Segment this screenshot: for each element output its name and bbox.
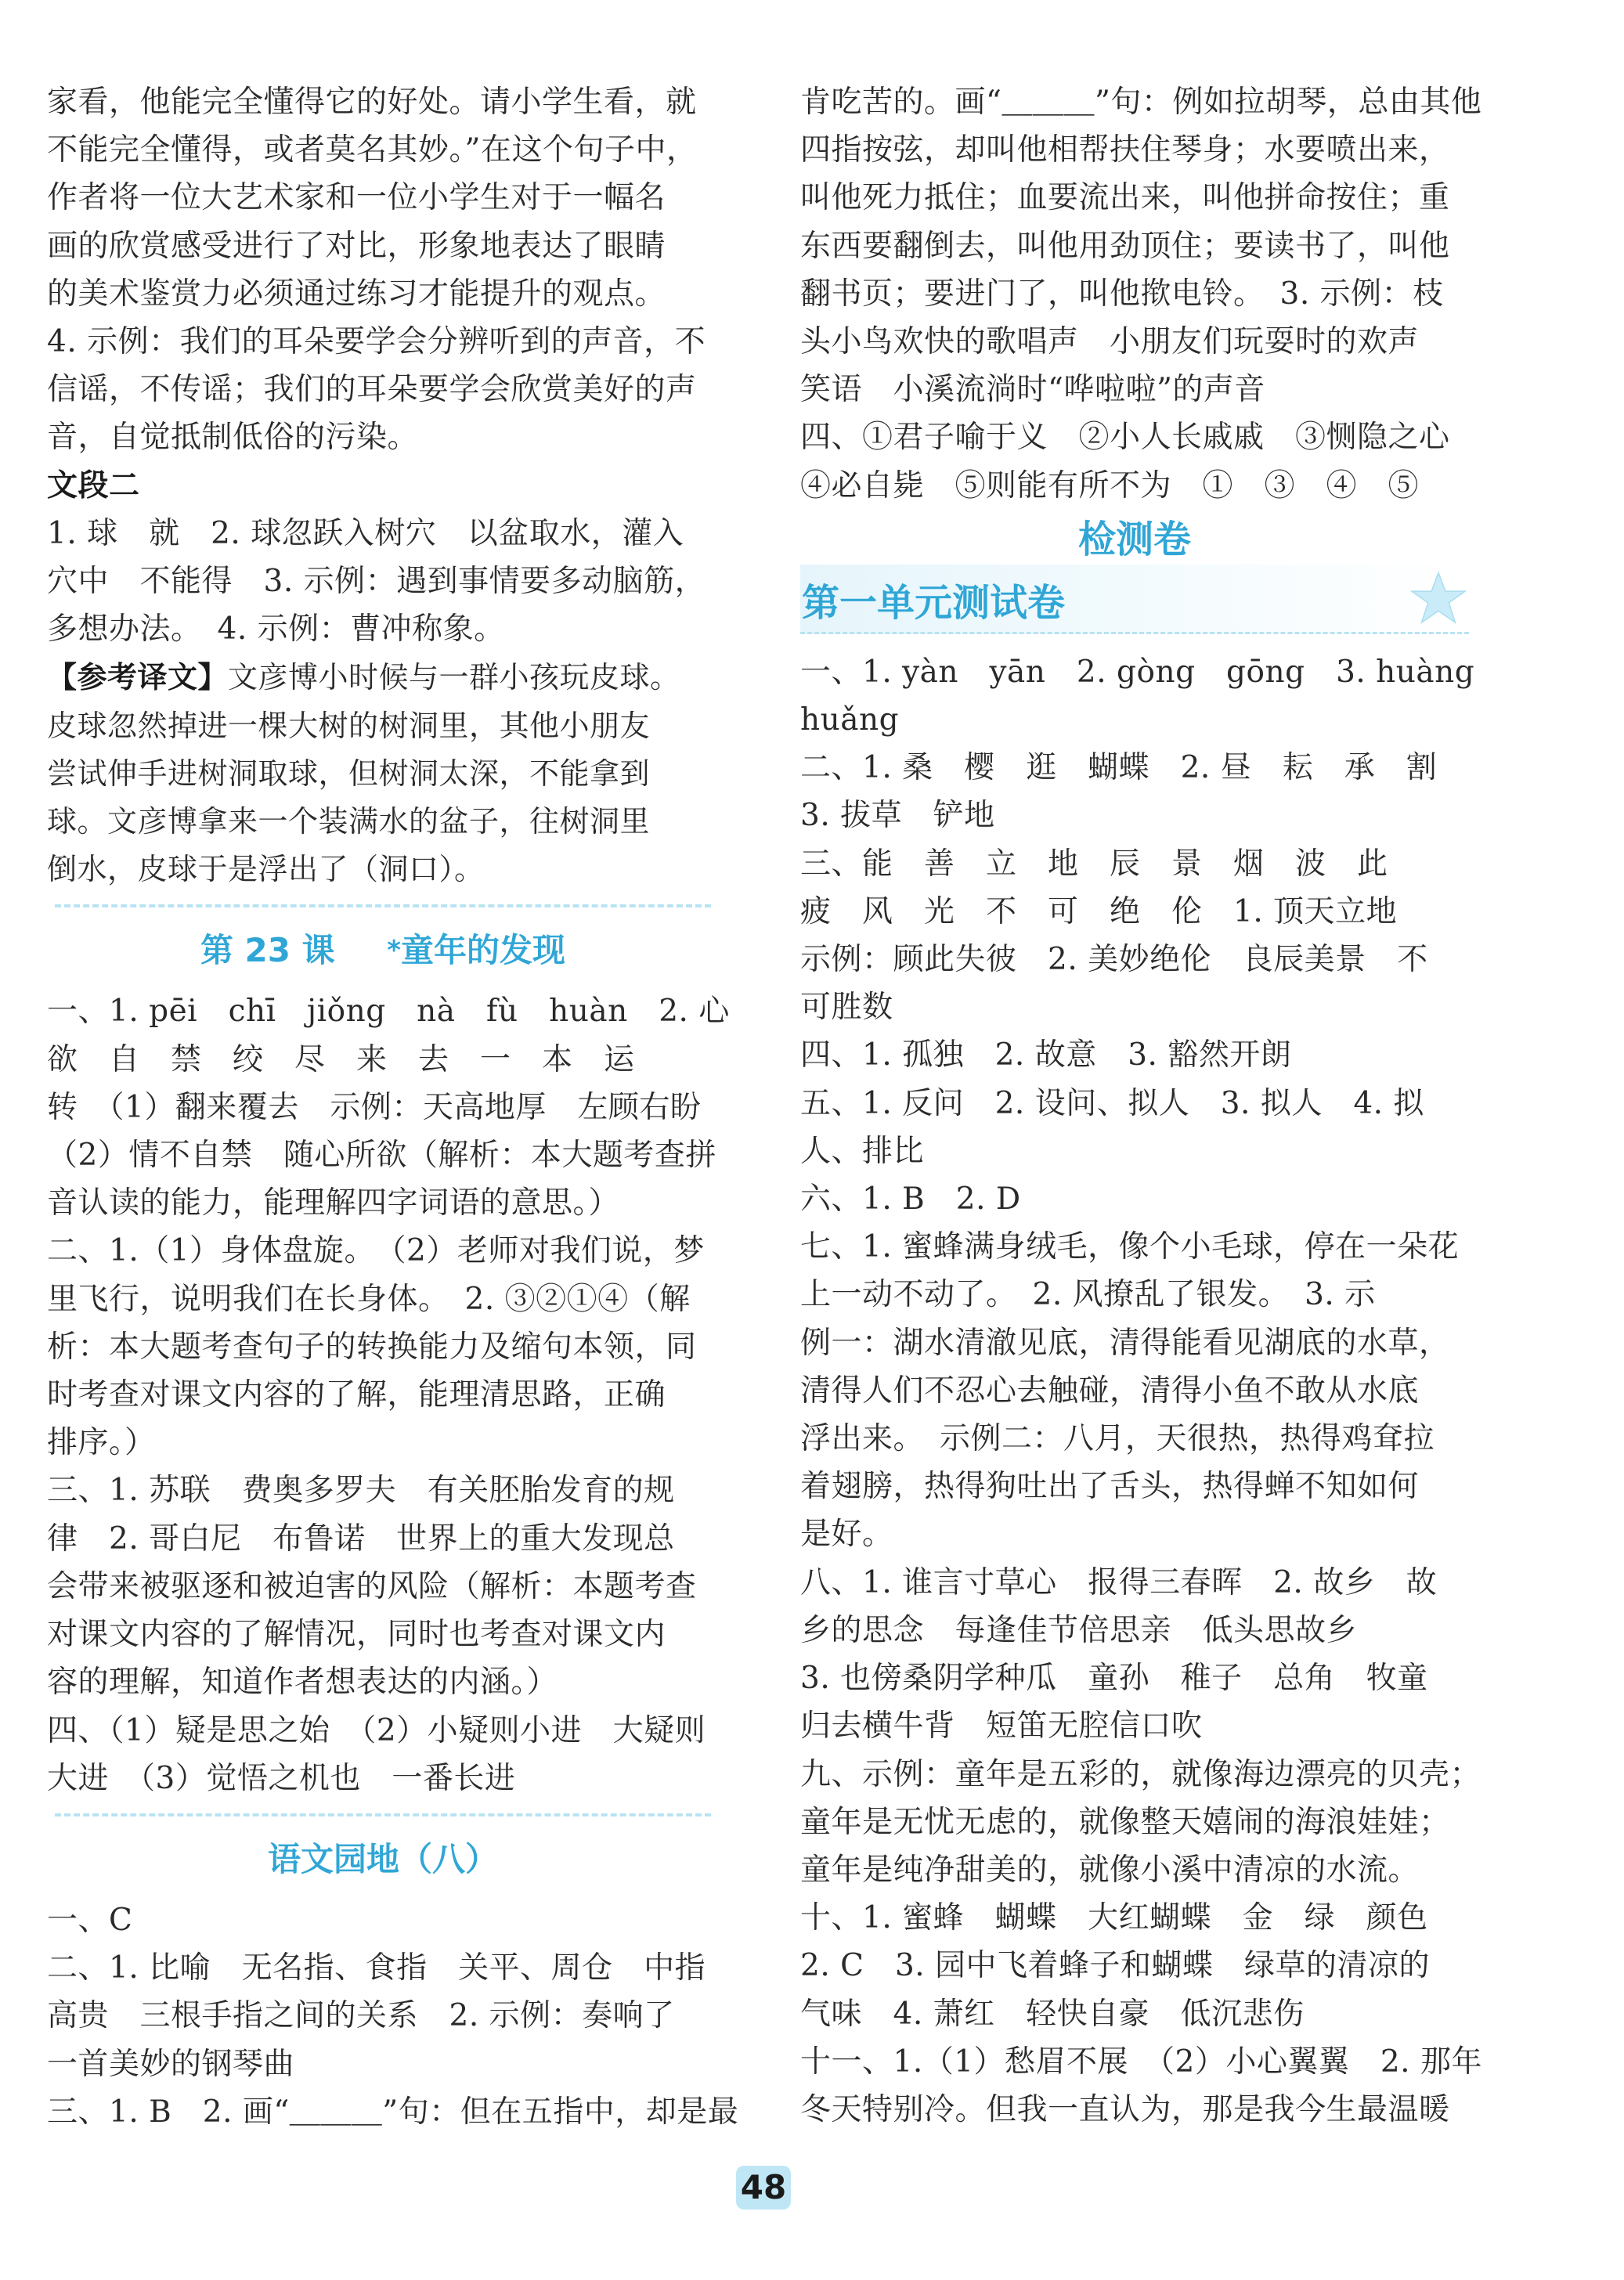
text-line: 着翅膀，热得狗吐出了舌头，热得蝉不知如何 — [800, 1469, 1420, 1505]
text-line: 四指按弦，却叫他相帮扶住琴身；水要喷出来， — [800, 132, 1450, 168]
passage-two-label: 文段二 — [47, 467, 140, 503]
answer-block-continued — [47, 78, 719, 462]
text-line: 笑语 小溪流淌时“哗啦啦”的声音 — [800, 372, 1265, 408]
text-line: 容的理解，知道作者想表达的内涵。） — [47, 1665, 558, 1701]
text-line: 一首美妙的钢琴曲 — [47, 2046, 295, 2082]
translation-line: 皮球忽然掉进一棵大树的树洞里，其他小朋友 — [47, 708, 651, 743]
text-line: 童年是纯净甜美的，就像小溪中清凉的水流。 — [800, 1852, 1420, 1888]
text-line: 析：本大题考查句子的转换能力及缩句本领，同 — [47, 1329, 697, 1365]
text-line: 七、1. 蜜蜂满身绒毛，像个小毛球，停在一朵花 — [800, 1229, 1460, 1265]
text-line: 八、1. 谁言寸草心 报得三春晖 2. 故乡 故 — [800, 1564, 1438, 1600]
text-line: 乡的思念 每逢佳节倍思亲 低头思故乡 — [800, 1612, 1358, 1648]
divider — [55, 1813, 711, 1816]
translation-line — [47, 653, 719, 702]
text-line: 十、1. 蜜蜂 蝴蝶 大红蝴蝶 金 绿 颜色 — [800, 1900, 1428, 1936]
lesson-23-name: 童年的发现 — [401, 931, 566, 970]
unit-one-test-title: 第一单元测试卷 — [802, 580, 1066, 625]
chinese-garden-heading — [47, 1837, 719, 1882]
test-paper-heading: 检测卷 — [1077, 517, 1191, 561]
lesson-23-title: 第 23 课 — [200, 931, 368, 970]
text-line: 4. 示例：我们的耳朵要学会分辨听到的声音，不 — [47, 324, 706, 360]
text-line: 一、1. yàn yān 2. gòng gōng 3. huàng — [800, 654, 1475, 690]
unit-title-bar — [800, 565, 1469, 634]
unit-one-answers — [800, 648, 1482, 2134]
text-line: 是好。 — [800, 1517, 893, 1553]
text-line: ④必自毙 ⑤则能有所不为 ① ③ ④ ⑤ — [800, 467, 1420, 503]
text-line: （2）情不自禁 随心所欲（解析：本大题考查拼 — [47, 1138, 716, 1174]
text-line: 不能完全懂得，或者莫名其妙。”在这个句子中， — [47, 132, 698, 168]
text-line: 叫他死力抵住；血要流出来，叫他拼命按住；重 — [800, 180, 1450, 216]
text-line: 的美术鉴赏力必须通过练习才能提升的观点。 — [47, 276, 666, 312]
text-line: 四、1. 孤独 2. 故意 3. 豁然开朗 — [800, 1037, 1292, 1073]
text-line: 示例：顾此失彼 2. 美妙绝伦 良辰美景 不 — [800, 942, 1428, 978]
text-line: 浮出来。 示例二：八月，天很热，热得鸡耷拉 — [800, 1421, 1435, 1457]
text-line: 十一、1.（1）愁眉不展 （2）小心翼翼 2. 那年 — [800, 2044, 1482, 2080]
text-line: 童年是无忧无虑的，就像整天嬉闹的海浪娃娃； — [800, 1804, 1450, 1840]
translation-label: 【参考译文】 — [47, 659, 229, 695]
text-line: 3. 也傍桑阴学种瓜 童孙 稚子 总角 牧童 — [800, 1661, 1428, 1697]
lesson-23-heading — [47, 928, 719, 973]
chinese-garden-title: 语文园地（八） — [267, 1839, 498, 1878]
text-line: 转 （1）翻来覆去 示例：天高地厚 左顾右盼 — [47, 1089, 702, 1125]
text-line: 二、1.（1）身体盘旋。 （2）老师对我们说，梦 — [47, 1233, 705, 1269]
text-line: 音认读的能力，能理解四字词语的意思。） — [47, 1185, 620, 1221]
text-line: 大进 （3）觉悟之机也 一番长进 — [47, 1760, 516, 1796]
text-line: 一、1. pēi chī jiǒng nà fù huàn 2. 心 — [47, 994, 730, 1030]
text-line: 可胜数 — [800, 990, 893, 1026]
translation-line: 尝试伸手进树洞取球，但树洞太深，不能拿到 — [47, 756, 651, 791]
text-line: 头小鸟欢快的歌唱声 小朋友们玩耍时的欢声 — [800, 324, 1420, 360]
text-line: 冬天特别冷。但我一直认为，那是我今生最温暖 — [800, 2091, 1450, 2127]
text-line: 例一：湖水清澈见底，清得能看见湖底的水草， — [800, 1325, 1450, 1361]
text-line: 疲 风 光 不 可 绝 伦 1. 顶天立地 — [800, 893, 1398, 929]
text-line: 九、示例：童年是五彩的，就像海边漂亮的贝壳； — [800, 1756, 1481, 1792]
text-line: 时考查对课文内容的了解，能理清思路，正确 — [47, 1377, 666, 1413]
text-line: 五、1. 反问 2. 设问、拟人 3. 拟人 4. 拟 — [800, 1085, 1424, 1121]
text-line: 穴中 不能得 3. 示例：遇到事情要多动脑筋， — [47, 564, 706, 600]
translation-line: 倒水，皮球于是浮出了（洞口）。 — [47, 852, 485, 887]
page-number: 48 — [736, 2166, 791, 2210]
translation-line: 球。文彦博拿来一个装满水的盆子，往树洞里 — [47, 804, 651, 839]
divider — [55, 904, 711, 907]
text-line: 作者将一位大艺术家和一位小学生对于一幅名 — [47, 180, 666, 216]
text-line: 归去横牛背 短笛无腔信口吹 — [800, 1708, 1203, 1744]
text-line: 多想办法。 4. 示例：曹冲称象。 — [47, 611, 505, 648]
text-line: 一、C — [47, 1902, 133, 1938]
text-line: 排序。） — [47, 1425, 156, 1461]
passage-two-answers — [47, 510, 719, 654]
text-line: 肯吃苦的。画“＿＿＿”句：例如拉胡琴，总由其他 — [800, 85, 1482, 120]
text-line: 1. 球 就 2. 球忽跃入树穴 以盆取水，灌入 — [47, 515, 684, 551]
left-column — [47, 78, 739, 2136]
text-line: 三、能 善 立 地 辰 景 烟 波 此 — [800, 846, 1388, 882]
text-line: 欲 自 禁 绞 尽 来 去 一 本 运 — [47, 1041, 635, 1077]
text-line: 翻书页；要进门了，叫他揿电铃。 3. 示例：枝 — [800, 276, 1444, 312]
answer-block-continued — [800, 78, 1482, 510]
text-line: 里飞行，说明我们在长身体。 2. ③②①④（解 — [47, 1281, 691, 1317]
chinese-garden-answers — [47, 1896, 739, 2136]
text-line: 二、1. 比喻 无名指、食指 关平、周仓 中指 — [47, 1950, 706, 1986]
text-line: 3. 拔草 铲地 — [800, 798, 995, 834]
star-icon — [1409, 569, 1467, 627]
text-line: 会带来被驱逐和被迫害的风险（解析：本题考查 — [47, 1568, 697, 1604]
text-line: 音，自觉抵制低俗的污染。 — [47, 420, 419, 456]
text-line: 高贵 三根手指之间的关系 2. 示例：奏响了 — [47, 1998, 675, 2034]
text-line: 四、①君子喻于义 ②小人长戚戚 ③恻隐之心 — [800, 420, 1450, 456]
text-line: 东西要翻倒去，叫他用劲顶住；要读书了，叫他 — [800, 228, 1450, 264]
text-line: 2. C 3. 园中飞着蜂子和蝴蝶 绿草的清凉的 — [800, 1948, 1431, 1984]
text-line: 三、1. B 2. 画“＿＿＿”句：但在五指中，却是最 — [47, 2094, 739, 2130]
text-line: 对课文内容的了解情况，同时也考查对课文内 — [47, 1617, 666, 1653]
text-line: 人、排比 — [800, 1133, 925, 1169]
text-line: 六、1. B 2. D — [800, 1181, 1021, 1218]
text-line: 画的欣赏感受进行了对比，形象地表达了眼睛 — [47, 228, 666, 264]
text-line: huǎng — [800, 702, 900, 738]
reference-translation — [47, 653, 719, 893]
optional-lesson-mark: * — [387, 935, 402, 967]
lesson-23-answers — [47, 987, 730, 1802]
text-line: 家看，他能完全懂得它的好处。请小学生看，就 — [47, 85, 697, 120]
translation-text: 文彦博小时候与一群小孩玩皮球。 — [228, 660, 680, 695]
text-line: 四、（1）疑是思之始 （2）小疑则小进 大疑则 — [47, 1712, 706, 1748]
right-column — [800, 78, 1482, 2134]
text-line: 上一动不动了。 2. 风撩乱了银发。 3. 示 — [800, 1277, 1376, 1313]
text-line: 二、1. 桑 樱 逛 蝴蝶 2. 昼 耘 承 割 — [800, 750, 1438, 786]
text-line: 三、1. 苏联 费奥多罗夫 有关胚胎发育的规 — [47, 1473, 675, 1509]
text-line: 信谣，不传谣；我们的耳朵要学会欣赏美好的声 — [47, 372, 697, 408]
text-line: 气味 4. 萧红 轻快自豪 低沉悲伤 — [800, 1996, 1305, 2032]
text-line: 律 2. 哥白尼 布鲁诺 世界上的重大发现总 — [47, 1521, 675, 1557]
text-line: 清得人们不忍心去触碰，清得小鱼不敢从水底 — [800, 1373, 1420, 1409]
